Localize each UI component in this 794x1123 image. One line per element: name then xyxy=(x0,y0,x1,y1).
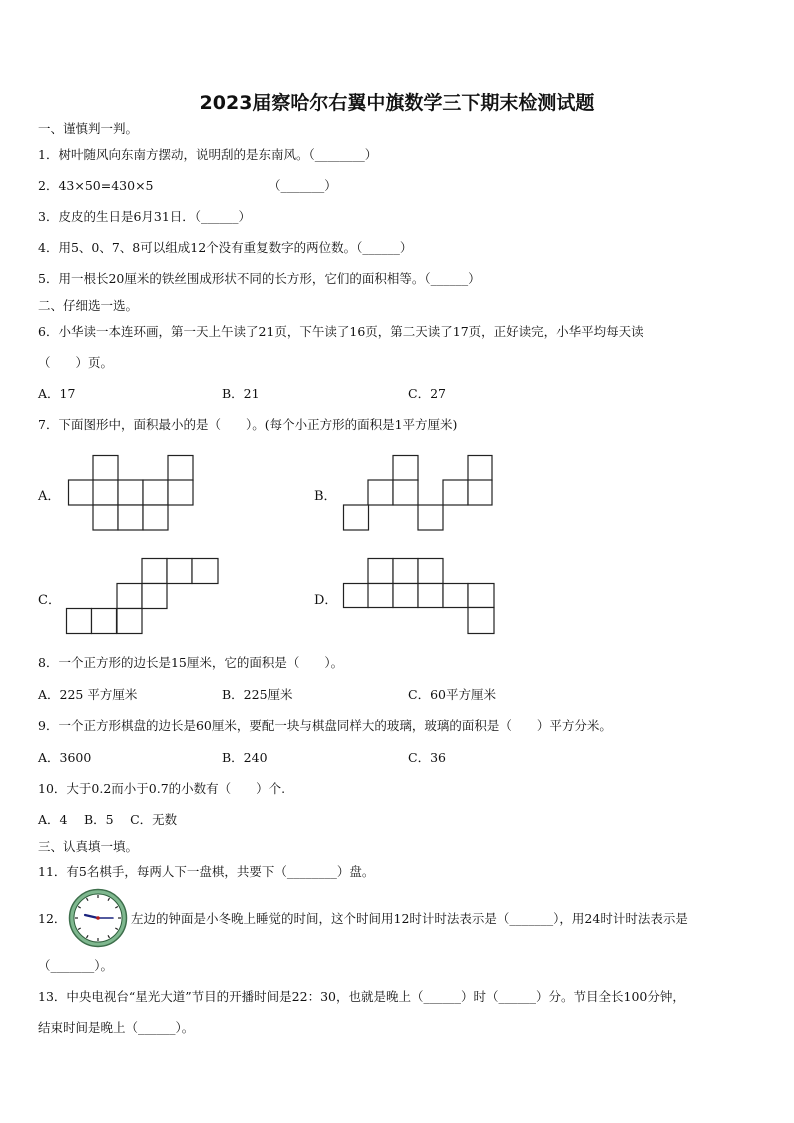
question-12-text: 左边的钟面是小冬晚上睡觉的时间，这个时间用12时计时法表示是（_______），用24时计时法表示是 xyxy=(131,911,688,926)
question-2: 2．43×50=430×5 xyxy=(38,178,154,193)
figure-c xyxy=(66,558,219,635)
figure-b-label: B． xyxy=(314,489,337,504)
question-13-line-2: 结束时间是晚上（______）。 xyxy=(38,1020,195,1035)
question-12-number: 12． xyxy=(38,911,67,926)
question-10: 10．大于0.2而小于0.7的小数有（ ）个. xyxy=(38,781,286,796)
question-9-option-a: A．3600 xyxy=(38,750,92,765)
question-4: 4．用5、0、7、8可以组成12个没有重复数字的两位数。（______） xyxy=(38,240,413,255)
question-12-line-2: （_______）。 xyxy=(38,958,114,973)
section-3-heading: 三、认真填一填。 xyxy=(38,839,139,854)
question-1: 1．树叶随风向东南方摆动，说明刮的是东南风。（________） xyxy=(38,147,378,162)
question-5: 5．用一根长20厘米的铁丝围成形状不同的长方形，它们的面积相等。（______） xyxy=(38,271,481,286)
question-10-options: A．4 B．5 C．无数 xyxy=(38,812,178,827)
question-8-option-b: B．225厘米 xyxy=(222,687,293,702)
question-2-answer-blank: （_______） xyxy=(268,178,337,193)
question-11: 11．有5名棋手，每两人下一盘棋，共要下（________）盘。 xyxy=(38,864,375,879)
question-9-option-b: B．240 xyxy=(222,750,268,765)
question-8-option-a: A．225 平方厘米 xyxy=(38,687,138,702)
clock-face-icon xyxy=(68,888,128,948)
section-1-heading: 一、谨慎判一判。 xyxy=(38,121,139,136)
question-6-line-2: （ ）页。 xyxy=(38,355,114,370)
question-7: 7．下面图形中，面积最小的是（ ）。(每个小正方形的面积是1平方厘米) xyxy=(38,417,458,432)
question-8-option-c: C．60平方厘米 xyxy=(408,687,496,702)
section-2-heading: 二、仔细选一选。 xyxy=(38,298,139,313)
figure-d xyxy=(343,558,495,635)
question-6-option-c: C．27 xyxy=(408,386,446,401)
question-9: 9．一个正方形棋盘的边长是60厘米，要配一块与棋盘同样大的玻璃，玻璃的面积是（ ）平方分米。 xyxy=(38,718,612,733)
figure-a-label: A． xyxy=(38,489,61,504)
question-8: 8．一个正方形的边长是15厘米，它的面积是（ ）。 xyxy=(38,655,344,670)
figure-b xyxy=(343,455,493,531)
question-3: 3．皮皮的生日是6月31日．（______） xyxy=(38,209,252,224)
question-6-option-a: A．17 xyxy=(38,386,76,401)
figure-a xyxy=(68,455,194,531)
question-6-line-1: 6．小华读一本连环画，第一天上午读了21页，下午读了16页，第二天读了17页，正好读完，小华平均每天读 xyxy=(38,324,644,339)
question-9-option-c: C．36 xyxy=(408,750,446,765)
question-13-line-1: 13．中央电视台“星光大道”节目的开播时间是22：30，也就是晚上（______）时（______）分。节目全长100分钟， xyxy=(38,989,685,1004)
question-6-option-b: B．21 xyxy=(222,386,260,401)
figure-d-label: D． xyxy=(314,593,338,608)
figure-c-label: C． xyxy=(38,593,61,608)
page-title: 2023届察哈尔右翼中旗数学三下期末检测试题 xyxy=(199,92,595,114)
